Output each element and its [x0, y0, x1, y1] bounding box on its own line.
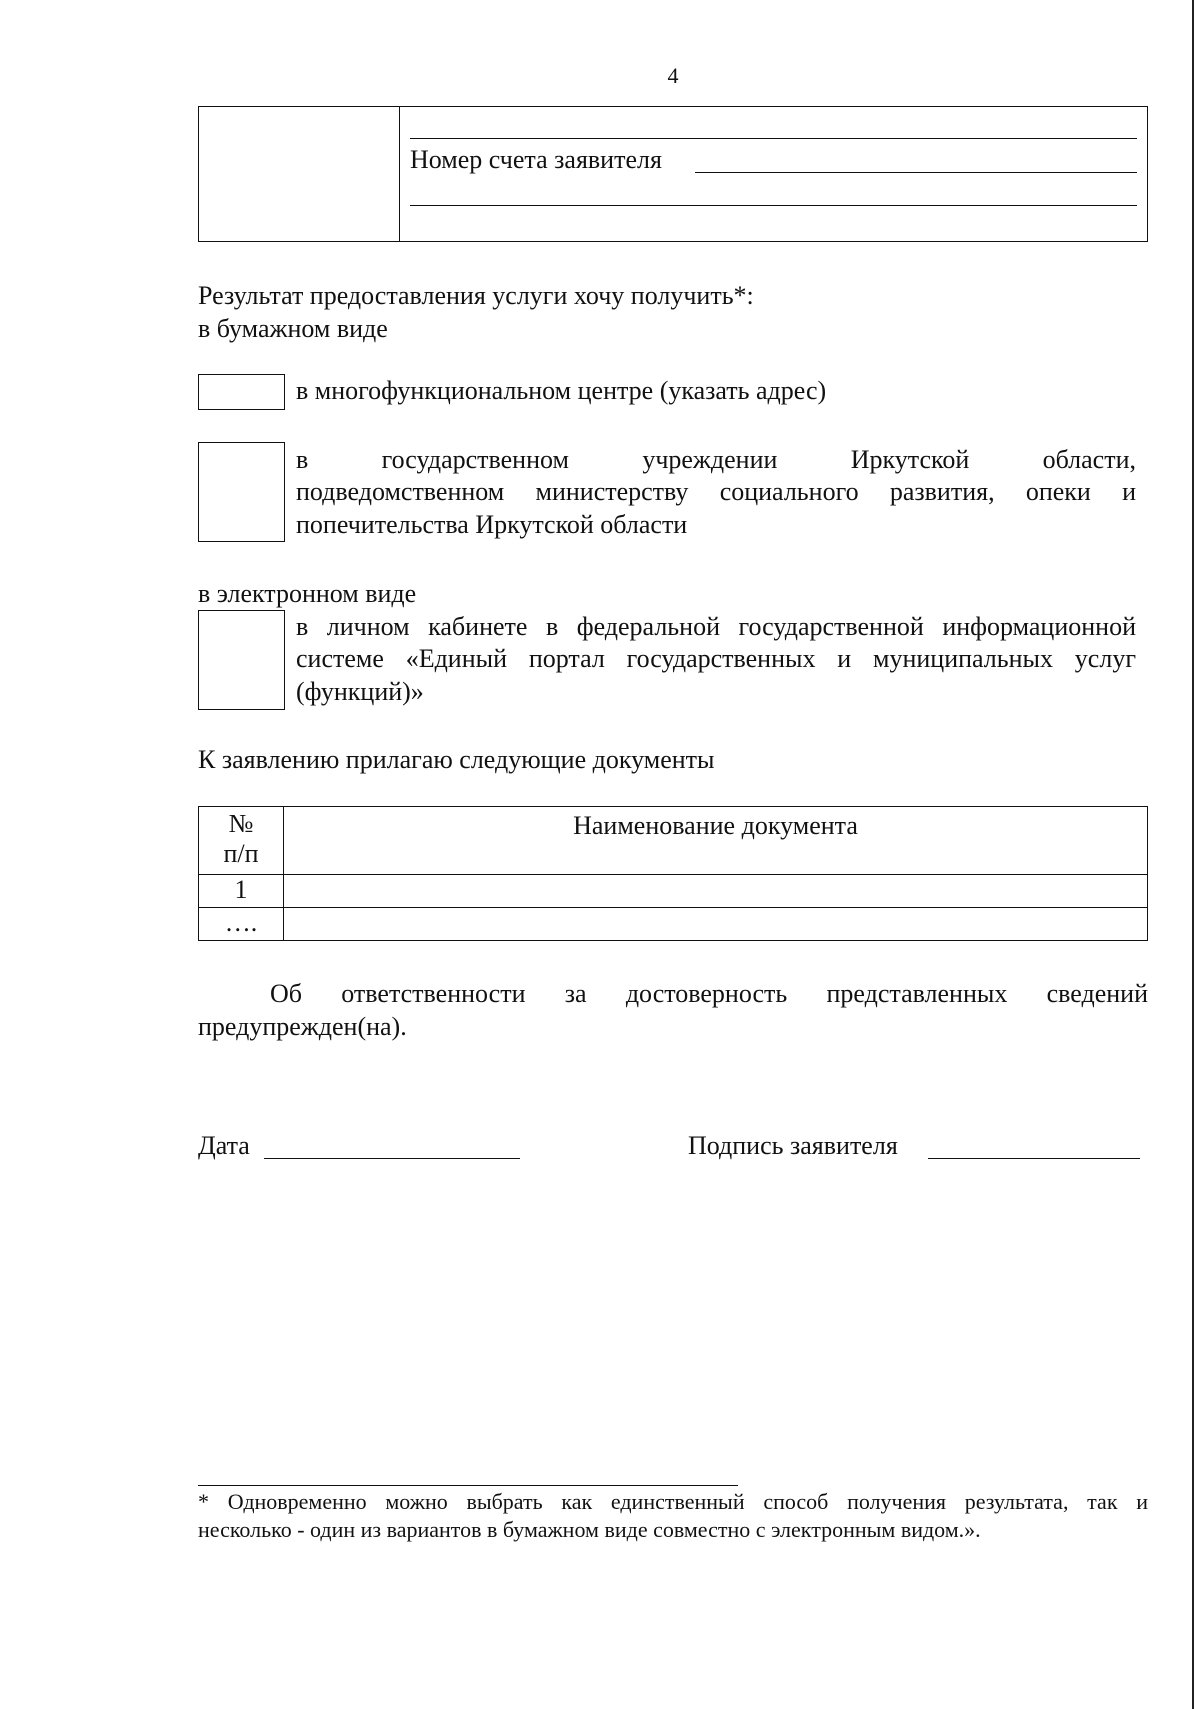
option-portal-line1: в личном кабинете в федеральной государственной информационной: [296, 612, 1136, 641]
table-row: [199, 875, 1148, 908]
account-number-field[interactable]: [695, 172, 1137, 173]
footnote-separator: [198, 1485, 738, 1486]
electronic-heading: в электронном виде: [198, 579, 417, 608]
checkbox-mfc[interactable]: [198, 374, 285, 410]
checkbox-portal[interactable]: [198, 610, 285, 710]
responsibility-line1: Об ответственности за достоверность представленных сведений: [270, 979, 1148, 1008]
account-line-bottom: [410, 205, 1137, 206]
account-table: [198, 106, 1148, 242]
checkbox-gov-institution[interactable]: [198, 442, 285, 542]
account-number-label: Номер счета заявителя: [410, 145, 662, 174]
responsibility-line2: предупрежден(на).: [198, 1012, 407, 1041]
table-cell-name[interactable]: [284, 908, 1148, 941]
page-edge-line: [1192, 0, 1194, 1709]
table-cell-num: ….: [199, 908, 284, 941]
attachments-heading: К заявлению прилагаю следующие документы: [198, 745, 715, 774]
column-header-num-line1: №: [228, 809, 254, 838]
account-line-top: [410, 138, 1137, 139]
column-header-name: [284, 807, 1148, 875]
table-cell-num: 1: [199, 875, 284, 908]
option-gov-line2: подведомственном министерству социального развития, опеки и: [296, 477, 1136, 506]
column-header-num: [199, 807, 284, 875]
column-header-name-label: Наименование документа: [573, 811, 858, 840]
table-cell-name[interactable]: [284, 875, 1148, 908]
option-portal-line3: (функций)»: [296, 677, 424, 706]
option-gov-line1: в государственном учреждении Иркутской области,: [296, 445, 1136, 474]
paper-heading: в бумажном виде: [198, 314, 388, 343]
attachments-table: [198, 806, 1148, 941]
page-number: 4: [667, 63, 679, 88]
signature-field[interactable]: [928, 1158, 1140, 1159]
table-row: [199, 908, 1148, 941]
date-field[interactable]: [264, 1158, 520, 1159]
footnote-line2: несколько - один из вариантов в бумажном виде совместно с электронным видом.».: [198, 1517, 981, 1542]
option-portal-line2: системе «Единый портал государственных и муниципальных услуг: [296, 644, 1136, 673]
account-table-divider: [399, 106, 400, 242]
column-header-num-line2: п/п: [223, 839, 259, 868]
date-label: Дата: [198, 1131, 250, 1160]
result-heading: Результат предоставления услуги хочу получить*:: [198, 281, 754, 310]
footnote-line1: * Одновременно можно выбрать как единственный способ получения результата, так и: [198, 1489, 1148, 1514]
table-header-row: [199, 807, 1148, 875]
signature-label: Подпись заявителя: [688, 1131, 898, 1160]
option-gov-line3: попечительства Иркутской области: [296, 510, 688, 539]
option-mfc-label: в многофункциональном центре (указать адрес): [296, 376, 827, 405]
